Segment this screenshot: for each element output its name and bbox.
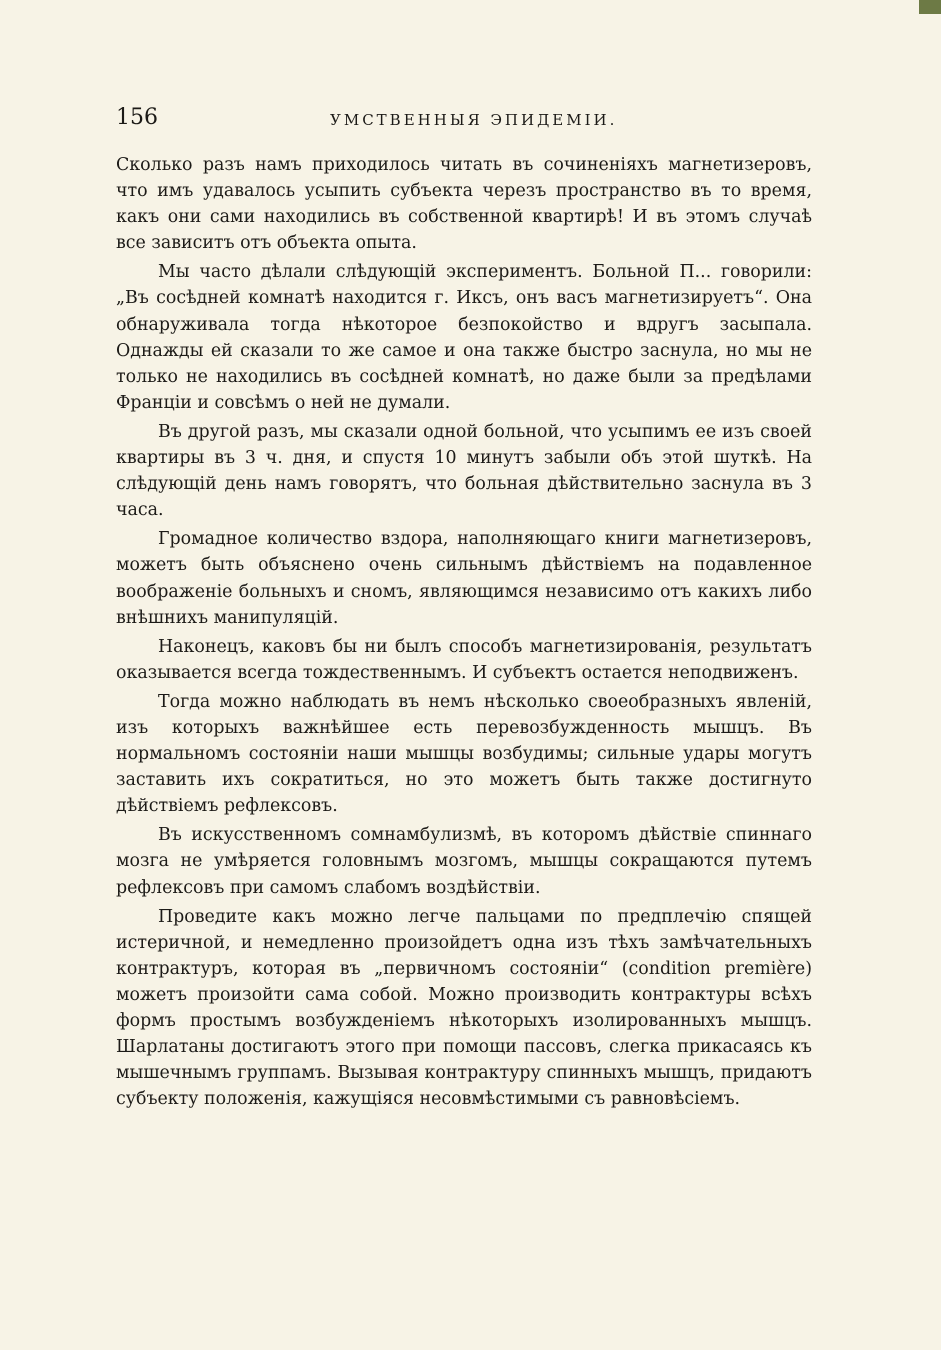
paragraph: Въ искусственномъ сомнамбулизмѣ, въ которомъ дѣйствіе спиннаго мозга не умѣряется головнымъ мозгомъ, мышцы сокращаются путемъ рефлексовъ при самомъ слабомъ воздѣйствіи. xyxy=(116,825,812,898)
running-title: УМСТВЕННЫЯ ЭПИДЕМІИ. xyxy=(330,111,618,129)
paragraph: Тогда можно наблюдать въ немъ нѣсколько своеобразныхъ явленій, изъ которыхъ важнѣйшее есть перевозбужденность мышцъ. Въ нормальномъ состояніи наши мышцы возбудимы; сильные удары могутъ заставить ихъ сократиться, но это можетъ быть также достигнуто дѣйствіемъ рефлексовъ. xyxy=(116,691,812,817)
paragraph: Наконецъ, каковъ бы ни былъ способъ магнетизированія, результатъ оказывается всегда тождественнымъ. И субъектъ остается неподвиженъ. xyxy=(116,636,812,683)
book-page xyxy=(116,100,812,1115)
body-text xyxy=(116,152,812,1112)
paragraph: Проведите какъ можно легче пальцами по предплечію спящей истеричной, и немедленно произойдетъ одна изъ тѣхъ замѣчательныхъ контрактуръ, которая въ „первичномъ состояніи“ (condition première) можетъ произойти сама собой. Можно производить контрактуры всѣхъ формъ простымъ возбужденіемъ нѣкоторыхъ изолированныхъ мышцъ. Шарлатаны достигаютъ этого при помощи пассовъ, слегка прикасаясь къ мышечнымъ группамъ. Вызывая контрактуру спинныхъ мышцъ, придаютъ субъекту положенія, кажущіяся несовмѣстимыми съ равновѣсіемъ. xyxy=(116,906,812,1110)
paragraph: Сколько разъ намъ приходилось читать въ сочиненіяхъ магнетизеровъ, что имъ удавалось усыпить субъекта черезъ пространство въ то время, какъ они сами находились въ собственной квартирѣ! И въ этомъ случаѣ все зависитъ отъ объекта опыта. xyxy=(116,155,812,254)
paragraph: Въ другой разъ, мы сказали одной больной, что усыпимъ ее изъ своей квартиры въ 3 ч. дня, и спустя 10 минутъ забыли объ этой шуткѣ. На слѣдующій день намъ говорятъ, что больная дѣйствительно заснула въ 3 часа. xyxy=(116,421,812,521)
page-number: 156 xyxy=(116,105,158,130)
paragraph: Мы часто дѣлали слѣдующій экспериментъ. Больной П... говорили: „Въ сосѣдней комнатѣ находится г. Иксъ, онъ васъ магнетизируетъ“. Она обнаруживала тогда нѣкоторое безпокойство и вдругъ засыпала. Однажды ей сказали то же самое и она также быстро заснула, но мы не только не находились въ сосѣдней комнатѣ, но даже были за предѣлами Франціи и совсѣмъ о ней не думали. xyxy=(116,262,812,413)
paragraph: Громадное количество вздора, наполняющаго книги магнетизеровъ, можетъ быть объяснено очень сильнымъ дѣйствіемъ на подавленное воображеніе больныхъ и сномъ, являющимся независимо отъ какихъ либо внѣшнихъ манипуляцій. xyxy=(116,529,812,628)
scan-edge-mark xyxy=(919,0,941,14)
running-head xyxy=(116,100,812,136)
